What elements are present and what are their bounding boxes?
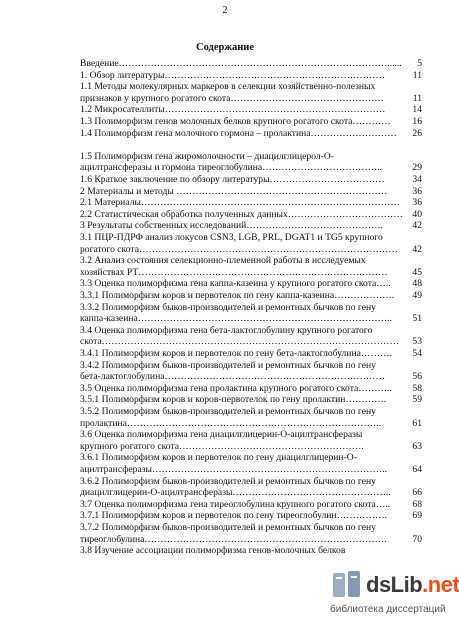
toc-entry xyxy=(0,534,450,546)
toc-entry-text: 3.3.1 Полиморфизм коров и первотелок по гену каппа-казеина………………. xyxy=(80,290,395,301)
toc-entry-text: диацилглицерин-О-ацилтрансферазы………………………………………….. xyxy=(80,487,391,499)
toc-entry xyxy=(0,371,450,383)
toc-entry-text: 3.4 Оценка полиморфизма гена бета-лактоглобулину крупного рогатого xyxy=(80,324,373,336)
toc-entry-page: 51 xyxy=(412,313,422,325)
toc-entry-text: рогатого скота……………………………………………………………………… xyxy=(80,243,398,255)
toc-entry-text: Введение…………………………………………………………………………...... xyxy=(80,58,402,69)
toc-entry-text: 1.3 Полиморфизм генов молочных белков крупного рогатого скота………… xyxy=(80,116,391,127)
toc-entry xyxy=(0,186,450,198)
toc-entry xyxy=(0,360,450,372)
toc-entry-page: 68 xyxy=(412,498,422,510)
toc-entry-text: хозяйствах РТ…………………………………………………………………… xyxy=(80,266,388,278)
toc-entry-text: 1. Обзор литературы…………………………………………………………… xyxy=(80,69,386,81)
toc-entry-text: 3.4.2 Полиморфизм быков-производителей и ремонтных бычков по гену xyxy=(80,359,376,371)
toc-entry xyxy=(0,418,450,430)
toc-entry-text: каппа-казеина…………………………………………………………………….. xyxy=(80,313,392,325)
toc-entry xyxy=(0,93,450,105)
toc-entry-text: 1.2 Микросателлиты…………………………………………………………… xyxy=(80,104,386,116)
toc-entry xyxy=(0,81,450,93)
toc-entry-page: 45 xyxy=(412,266,422,278)
toc-entry-page: 64 xyxy=(412,464,422,475)
toc-entry-page: 58 xyxy=(412,382,422,394)
toc-entry-text: скота………………………………………………………………………………… xyxy=(80,336,400,348)
page-number: 2 xyxy=(222,5,228,16)
dslib-watermark xyxy=(330,566,459,616)
toc-entry xyxy=(0,104,450,116)
toc-entry-text: 3.8 Изучение ассоциации полиморфизма генов-молочных белков xyxy=(80,545,346,557)
toc-entry-page: 5 xyxy=(417,58,422,69)
toc-entry-text: 1.5 Полиморфизм гена жиромолочности – диацилглицерол-О- xyxy=(80,150,334,162)
toc-entry xyxy=(0,499,450,511)
toc-entry xyxy=(0,197,450,209)
toc-entry-text: 3.5.2 Полиморфизм быков-производителей и ремонтных бычков по гену xyxy=(80,406,376,417)
toc-entry xyxy=(0,151,450,163)
toc-entry-text: 3 Результаты собственных исследований……………………………………. xyxy=(80,220,383,232)
toc-entry-page: 54 xyxy=(412,348,422,359)
toc-entry xyxy=(0,209,450,221)
toc-entry-text: признаков у крупного рогатого скота………………………………………… xyxy=(80,92,384,104)
toc-entry-page: 40 xyxy=(412,208,422,220)
toc-entry xyxy=(0,429,450,441)
toc-entry xyxy=(0,220,450,232)
toc-entry-page: 29 xyxy=(412,162,422,174)
toc-entry-text: ацилтрансферазы и гормона тиреоглобулина……………………………….. xyxy=(80,162,383,174)
toc-entry xyxy=(0,383,450,395)
toc-entry-page: 36 xyxy=(412,197,422,209)
toc-entry-text: 3.3.2 Полиморфизм быков-производителей и ремонтных бычков по гену xyxy=(80,301,376,313)
logo-suffix: .net xyxy=(422,572,459,597)
toc-entry-text: 1.1 Методы молекулярных маркеров в селекции хозяйственно-полезных xyxy=(80,81,376,93)
toc-entry-page: 61 xyxy=(412,417,422,429)
toc-entry xyxy=(0,278,450,290)
toc-entry xyxy=(0,325,450,337)
toc-entry-page: 53 xyxy=(412,336,422,348)
toc-entry-text: крупного рогатого скота…………………………………………………. xyxy=(80,440,364,452)
toc-entry xyxy=(0,545,450,557)
toc-entry xyxy=(0,487,450,499)
toc-entry xyxy=(0,174,450,186)
toc-entry-text: 3.5 Оценка полиморфизма гена пролактина крупного рогатого скота……….. xyxy=(80,382,392,394)
toc-entry-page: 34 xyxy=(412,174,422,185)
toc-entry xyxy=(0,255,450,267)
toc-entry xyxy=(0,406,450,418)
toc-entry xyxy=(0,302,450,314)
toc-entry-text: тиреоглобулина…………………………………………………………………. xyxy=(80,533,387,545)
toc-entry-page: 42 xyxy=(412,220,422,232)
toc-entry-text: 3.6 Оценка полиморфизма гена диацилглицерин-О-ацилтрансферазы xyxy=(80,429,363,441)
toc-entry xyxy=(0,267,450,279)
toc-entry xyxy=(0,244,450,256)
toc-entry-page: 66 xyxy=(412,487,422,499)
toc-entry xyxy=(0,290,450,302)
toc-entry-page: 14 xyxy=(412,104,422,116)
toc-entry-page: 42 xyxy=(412,243,422,255)
toc-entry xyxy=(0,510,450,522)
toc-entry-page: 49 xyxy=(412,290,422,301)
toc-entry-text: 1.4 Полиморфизм гена молочного гормона – пролактина……………………… xyxy=(80,127,397,139)
toc-entry-text: 2 Материалы и методы ………………………………………………………… xyxy=(80,185,388,197)
toc-entry xyxy=(0,162,450,174)
toc-entry-page: 36 xyxy=(412,185,422,197)
toc-entry-page: 16 xyxy=(412,116,422,127)
toc-entry xyxy=(0,348,450,360)
toc-entry xyxy=(0,464,450,476)
toc-entry-text: 3.6.1 Полиморфизм коров и первотелок по гену диацилглицерин-О- xyxy=(80,452,357,464)
toc-entry xyxy=(0,452,450,464)
toc-entry-page: 59 xyxy=(412,394,422,406)
toc-entry xyxy=(0,232,450,244)
toc-entry-page: 26 xyxy=(412,127,422,139)
toc-entry xyxy=(0,522,450,534)
toc-entry xyxy=(0,128,450,140)
toc-entry-page: 11 xyxy=(412,69,422,81)
toc-entry xyxy=(0,70,450,82)
toc-entry-page: 63 xyxy=(412,440,422,452)
toc-entry-text: бета-лактоглобулина…………………………………………………………… xyxy=(80,371,386,383)
logo-wordmark xyxy=(366,572,459,598)
toc-entry-text: 3.5.1 Полиморфизм коров и коров-первотелок по гену пролактин…………. xyxy=(80,394,387,406)
toc-entry-page: 11 xyxy=(412,92,422,104)
toc-entry xyxy=(0,476,450,488)
toc-entry-text: 3.2 Анализ состояния селекционно-племенной работы в исследуемых xyxy=(80,255,366,267)
toc-entry-page: 56 xyxy=(412,371,422,383)
toc-entry-text: 3.7.2 Полиморфизм быков-производителей и ремонтных бычков по гену xyxy=(80,522,376,533)
toc-entry xyxy=(0,116,450,128)
toc-entry-text: 3.4.1 Полиморфизм коров и первотелок по гену бета-лактоглобулина………. xyxy=(80,348,393,359)
toc-entry-text: пролактина…………………………………………………………………….. xyxy=(80,417,382,429)
logo-main: dsLib xyxy=(366,572,423,597)
toc-entry xyxy=(0,58,450,70)
toc-entry-text: 3.3 Оценка полиморфизма гена каппа-казеина у крупного рогатого скота….. xyxy=(80,278,391,290)
toc-entry-page: 69 xyxy=(412,510,422,522)
toc-entry-page: 48 xyxy=(412,278,422,290)
book-logo-icon xyxy=(330,568,364,602)
toc-entry xyxy=(0,336,450,348)
toc-entry-text: 3.7 Оценка полиморфизма гена тиреоглобулина крупного рогатого скота….. xyxy=(80,498,391,510)
toc-entry xyxy=(0,394,450,406)
toc-entry-text: 3.6.2 Полиморфизм быков-производителей и ремонтных бычков по гену xyxy=(80,475,376,487)
toc-entry-text: 3.7.1 Полиморфизм коров и первотелок по гену тиреоглобулин……………. xyxy=(80,510,387,522)
toc-entry-text: 1.6 Краткое заключение по обзору литературы……………………………… xyxy=(80,174,385,185)
toc-entry xyxy=(0,139,450,151)
toc-heading: Содержание xyxy=(196,42,254,53)
toc-entry-text: 2.2 Статистическая обработка полученных данных……………………………… xyxy=(80,208,403,220)
logo-tagline: библиотека диссертаций xyxy=(330,604,446,615)
toc-entry-text: 3.1 ПЦР-ПДРФ анализ локусов CSN3, LGB, PRL, DGAT1 и TG5 крупного xyxy=(80,232,383,243)
toc-entry-text: 2.1 Материалы……………………………………………………………………… xyxy=(80,197,400,209)
toc-entry-page: 70 xyxy=(412,533,422,545)
toc-entry xyxy=(0,313,450,325)
toc-entry xyxy=(0,441,450,453)
toc-entry-text: ацилтрансферазы……………………………………………………………….. xyxy=(80,464,388,475)
